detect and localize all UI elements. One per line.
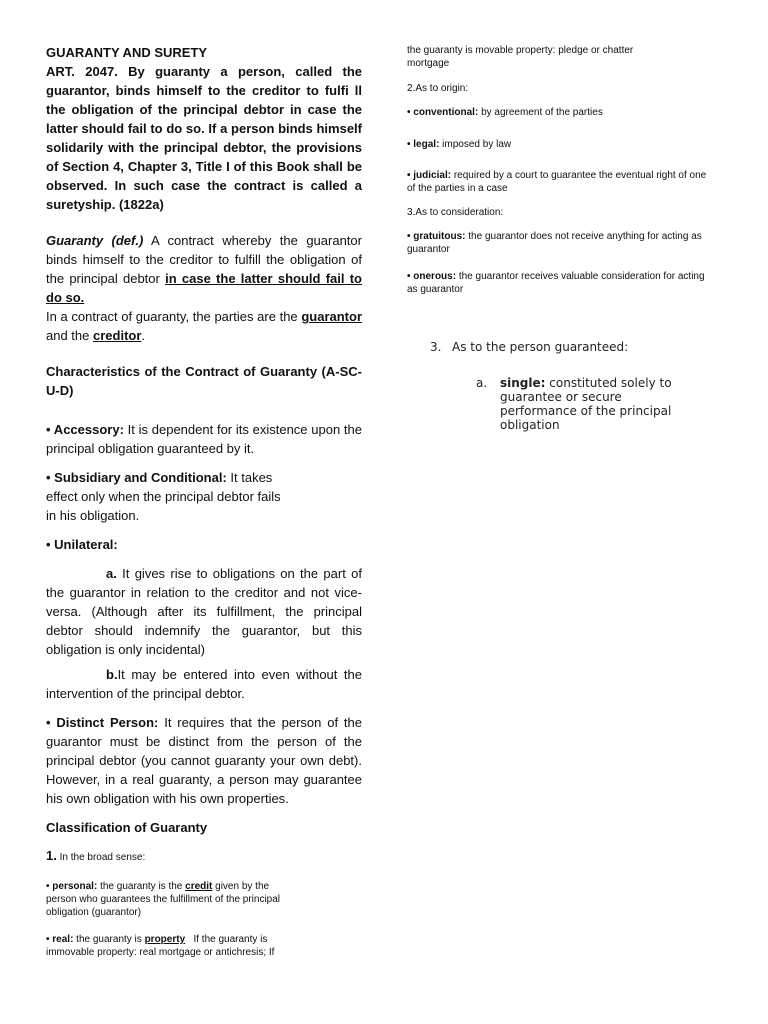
party-creditor: creditor	[93, 328, 142, 343]
characteristic-accessory	[46, 420, 362, 458]
unilateral-point-a	[46, 564, 362, 659]
consideration-onerous	[407, 270, 717, 296]
characteristic-distinct-person	[46, 713, 362, 808]
distinct-label: • Distinct Person:	[46, 715, 159, 730]
onerous-label: • onerous:	[407, 271, 457, 282]
parties-text: In a contract of guaranty, the parties are the	[46, 309, 302, 324]
parties-connector: and the	[46, 328, 93, 343]
consideration-heading: 3.As to consideration:	[407, 207, 504, 218]
definition-underlined: in case the latter should fail to do so.	[46, 271, 362, 305]
legal-label: • legal:	[407, 139, 440, 150]
single-text: constituted solely to guarantee or secure performance of the principal obligation	[500, 376, 672, 432]
point-b-text: It may be entered into even without the intervention of the principal debtor.	[46, 667, 362, 701]
broad-sense-heading	[46, 849, 362, 864]
origin-conventional	[407, 106, 717, 119]
single-label: single:	[500, 376, 546, 390]
onerous-text: the guarantor receives valuable consideration for acting as guarantor	[407, 271, 705, 295]
person-single	[476, 376, 680, 432]
judicial-text: required by a court to guarantee the eventual right of one of the parties in a case	[407, 170, 707, 194]
real-property: property	[144, 934, 186, 945]
point-b-label: b.	[106, 667, 118, 682]
personal-text-post: given by the person who guarantees the fulfillment of the principal obligation (guarantor)	[46, 881, 281, 918]
legal-text: imposed by law	[439, 139, 512, 150]
point-a-text: It gives rise to obligations on the part of the guarantor in relation to the creditor and not vice-versa. (Although after its fulfillment, the principal debtor should indemnify the guarantor, but this obligation is only incidental)	[46, 566, 362, 657]
origin-legal	[407, 138, 717, 151]
single-letter: a.	[476, 376, 488, 390]
guaranty-personal	[46, 880, 291, 919]
movable-property-text: the guaranty is movable property: pledge or chatter mortgage	[407, 45, 634, 69]
consideration-gratuitous	[407, 230, 717, 256]
characteristics-heading: Characteristics of the Contract of Guaranty (A-SC-U-D)	[46, 364, 362, 398]
judicial-label: • judicial:	[407, 170, 452, 181]
accessory-text: It is dependent for its existence upon the principal obligation guaranteed by it.	[46, 422, 363, 456]
broad-text: In the broad sense:	[56, 852, 146, 863]
guaranty-definition	[46, 231, 362, 307]
person-heading-text: As to the person guaranteed:	[452, 340, 629, 354]
guaranty-real	[46, 933, 296, 959]
origin-heading: 2.As to origin:	[407, 83, 469, 94]
characteristic-subsidiary	[46, 468, 286, 525]
person-number: 3.	[430, 340, 442, 354]
characteristic-unilateral: • Unilateral:	[46, 537, 118, 552]
party-guarantor: guarantor	[301, 309, 362, 324]
accessory-label: • Accessory:	[46, 422, 124, 437]
broad-number: 1.	[46, 848, 57, 863]
real-text-pre: the guaranty is	[73, 934, 145, 945]
gratuitous-label: • gratuitous:	[407, 231, 466, 242]
personal-text-pre: the guaranty is the	[97, 881, 186, 892]
classification-heading: Classification of Guaranty	[46, 820, 208, 835]
definition-term: Guaranty (def.)	[46, 233, 144, 248]
left-column	[46, 40, 362, 959]
definition-text: A contract whereby the guarantor binds himself to the creditor to fulfill the obligation of the principal debtor	[46, 233, 362, 286]
article-2047-text: ART. 2047. By guaranty a person, called the guarantor, binds himself to the creditor to fulfi ll the obligation of the principal debtor in case the latter should fail to do so. If a person binds himself solidarily with the principal debtor, the provisions of Section 4, Chapter 3, Title I of this Book shall be observed. In such case the contract is called a suretyship. (1822a)	[46, 64, 362, 212]
gratuitous-text: the guarantor does not receive anything for acting as guarantor	[407, 231, 702, 255]
personal-label: • personal:	[46, 881, 98, 892]
conventional-text: by agreement of the parties	[478, 107, 603, 118]
person-guaranteed-heading	[430, 340, 690, 354]
subsidiary-label: • Subsidiary and Conditional:	[46, 470, 227, 485]
subsidiary-text: It takes effect only when the principal debtor fails in his obligation.	[46, 470, 281, 523]
right-column	[407, 44, 717, 296]
real-label: • real:	[46, 934, 74, 945]
unilateral-point-b	[46, 665, 362, 703]
personal-credit: credit	[185, 881, 213, 892]
conventional-label: • conventional:	[407, 107, 479, 118]
parties-sentence	[46, 307, 362, 345]
parties-period: .	[141, 328, 146, 343]
distinct-text: It requires that the person of the guarantor must be distinct from the person of the principal debtor (you cannot guaranty your own debt). However, in a real guaranty, a person may guarantee his own obligation with his own properties.	[46, 715, 362, 806]
document-title: GUARANTY AND SURETY	[46, 45, 208, 60]
point-a-label: a.	[106, 566, 117, 581]
real-text-post: If the guaranty is immovable property: real mortgage or antichresis; If	[46, 934, 275, 958]
origin-judicial	[407, 169, 717, 195]
person-guaranteed-section	[430, 340, 690, 432]
